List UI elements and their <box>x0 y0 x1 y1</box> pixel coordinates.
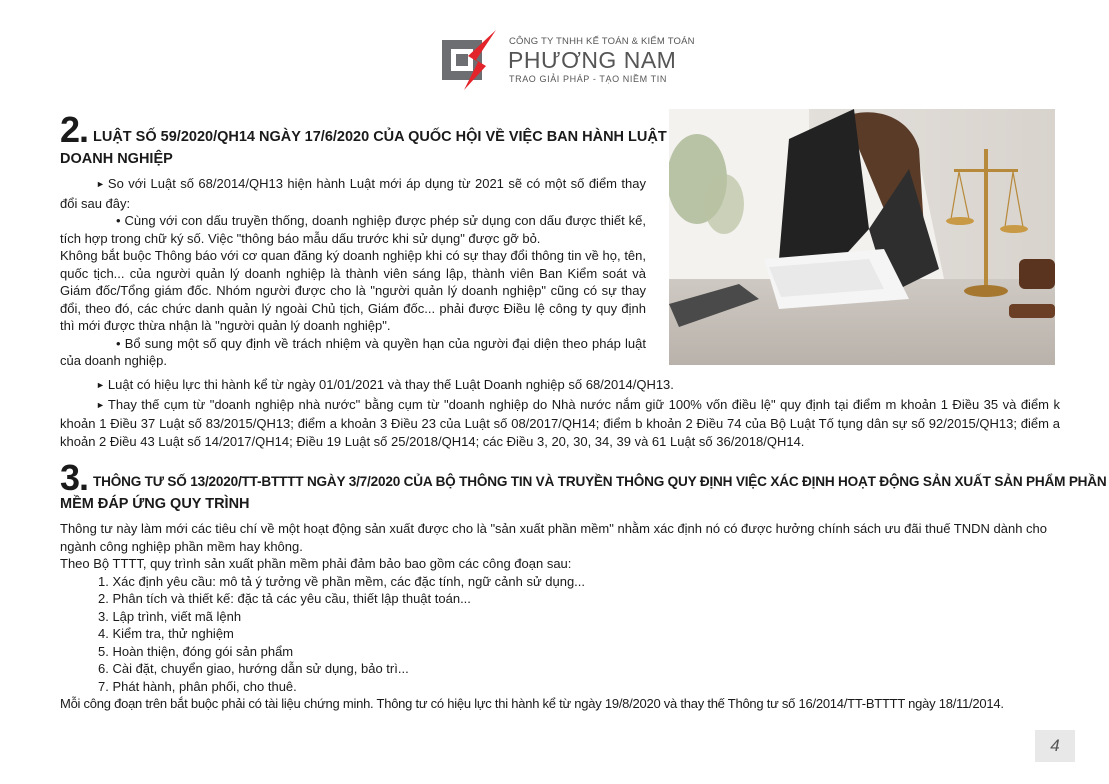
section2-body <box>60 175 646 370</box>
triangle-bullet-icon: ► <box>96 380 105 390</box>
list-item: 2. Phân tích và thiết kế: đặc tả các yêu cầu, thiết lập thuật toán... <box>98 591 471 606</box>
section2-point2: • Bổ sung một số quy định về trách nhiệm và quyền hạn của người đại diện theo pháp luật của doanh nghiệp. <box>60 335 646 368</box>
company-line: CÔNG TY TNHH KẾ TOÁN & KIỂM TOÁN <box>509 36 695 47</box>
section2-paragraph: Không bắt buộc Thông báo với cơ quan đăng ký doanh nghiệp khi có sự thay đổi thông tin về họ, tên, quốc tịch... của người quản lý doanh nghiệp là thành viên sáng lập, thành viên Ban Kiểm soát và Giám đốc/Tổng giám đốc. Nhóm người được cho là "người quản lý doanh nghiệp" cũng có sự thay đổi, theo đó, các chức danh quản lý ngoài Chủ tịch, Giám đốc... phải được Điều lệ công ty quy định thì mới được thừa nhận là "người quản lý doanh nghiệp". <box>60 248 646 333</box>
company-slogan: TRAO GIẢI PHÁP - TẠO NIỀM TIN <box>509 74 667 84</box>
section2-intro-text: So với Luật số 68/2014/QH13 hiện hành Luật mới áp dụng từ 2021 sẽ có một số điểm thay đổi sau đây: <box>60 176 646 211</box>
section2-point1: • Cùng với con dấu truyền thống, doanh nghiệp được phép sử dụng con dấu được thiết kế, tích hợp trong chữ ký số. Việc "thông báo mẫu dấu trước khi sử dụng" được gỡ bỏ. <box>60 213 646 246</box>
list-item: 5. Hoàn thiện, đóng gói sản phẩm <box>98 643 294 659</box>
section2-after <box>60 376 1060 450</box>
lawyer-with-scales-photo <box>669 109 1055 365</box>
section3-title-line1: THÔNG TƯ SỐ 13/2020/TT-BTTTT NGÀY 3/7/2020 CỦA BỘ THÔNG TIN VÀ TRUYỀN THÔNG QUY ĐỊNH VIỆC XÁC ĐỊNH HOẠT ĐỘNG SẢN XUẤT SẢN PHẨM PHẦN <box>93 474 1107 489</box>
section2-effective-text: Luật có hiệu lực thi hành kể từ ngày 01/01/2021 và thay thế Luật Doanh nghiệp số 68/2014/QH13. <box>107 377 674 392</box>
section3-number: 3. <box>60 457 89 498</box>
section3-title-line2: MỀM ĐÁP ỨNG QUY TRÌNH <box>60 496 250 512</box>
page-number: 4 <box>1050 736 1060 755</box>
section3-intro: Thông tư này làm mới các tiêu chí về một hoạt động sản xuất được cho là "sản xuất phần mềm" nhằm xác định nó có được hưởng chính sách ưu đãi thuế TNDN dành cho ngành công nghiệp phần mềm hay không. <box>60 521 1048 554</box>
page-number-box <box>1035 730 1075 762</box>
section3-closing: Mỗi công đoạn trên bắt buộc phải có tài liệu chứng minh. Thông tư có hiệu lực thi hành kể từ ngày 19/8/2020 và thay thế Thông tư số 16/2014/TT-BTTTT ngày 18/11/2014. <box>60 696 1004 711</box>
section2-number: 2. <box>60 109 89 150</box>
list-item: 7. Phát hành, phân phối, cho thuê. <box>98 678 297 694</box>
list-item: 3. Lập trình, viết mã lệnh <box>98 608 242 624</box>
triangle-bullet-icon: ► <box>96 399 105 410</box>
section3-body <box>60 520 1060 713</box>
section2-intro <box>60 175 646 212</box>
section2-title-line1: LUẬT SỐ 59/2020/QH14 NGÀY 17/6/2020 CỦA QUỐC HỘI VỀ VIỆC BAN HÀNH LUẬT <box>93 129 667 145</box>
process-steps-list <box>60 573 1060 696</box>
company-logo-mark-icon <box>440 26 500 92</box>
section3-lead: Theo Bộ TTTT, quy trình sản xuất phần mềm phải đảm bảo bao gồm các công đoạn sau: <box>60 556 572 571</box>
list-item: 6. Cài đặt, chuyển giao, hướng dẫn sử dụng, bảo trì... <box>98 661 409 676</box>
section2-replacement <box>60 396 1060 451</box>
company-logo <box>440 26 695 92</box>
company-name: PHƯƠNG NAM <box>508 47 677 73</box>
section2-replacement-text: Thay thế cụm từ "doanh nghiệp nhà nước" bằng cụm từ "doanh nghiệp do Nhà nước nắm giữ 100% vốn điều lệ" quy định tại điểm m khoản 1 Điều 35 và điểm k khoản 1 Điều 37 Luật số 83/2015/QH13; điểm a khoản 3 Điều 23 của Luật số 08/2017/QH14; điểm b khoản 2 Điều 74 của Bộ Luật Tố tụng dân sự số 92/2015/QH13; điểm a khoản 2 Điều 43 Luật số 14/2017/QH14; Điều 19 Luật số 25/2018/QH14; các Điều 3, 20, 30, 34, 39 và 61 Luật số 36/2018/QH14. <box>60 396 1060 449</box>
triangle-bullet-icon: ► <box>96 179 105 189</box>
list-item: 1. Xác định yêu cầu: mô tả ý tưởng về phần mềm, các đặc tính, ngữ cảnh sử dụng... <box>98 573 586 589</box>
section2-effective <box>60 376 1060 396</box>
list-item: 4. Kiểm tra, thử nghiệm <box>98 626 234 641</box>
section2-title-line2: DOANH NGHIỆP <box>60 151 173 167</box>
